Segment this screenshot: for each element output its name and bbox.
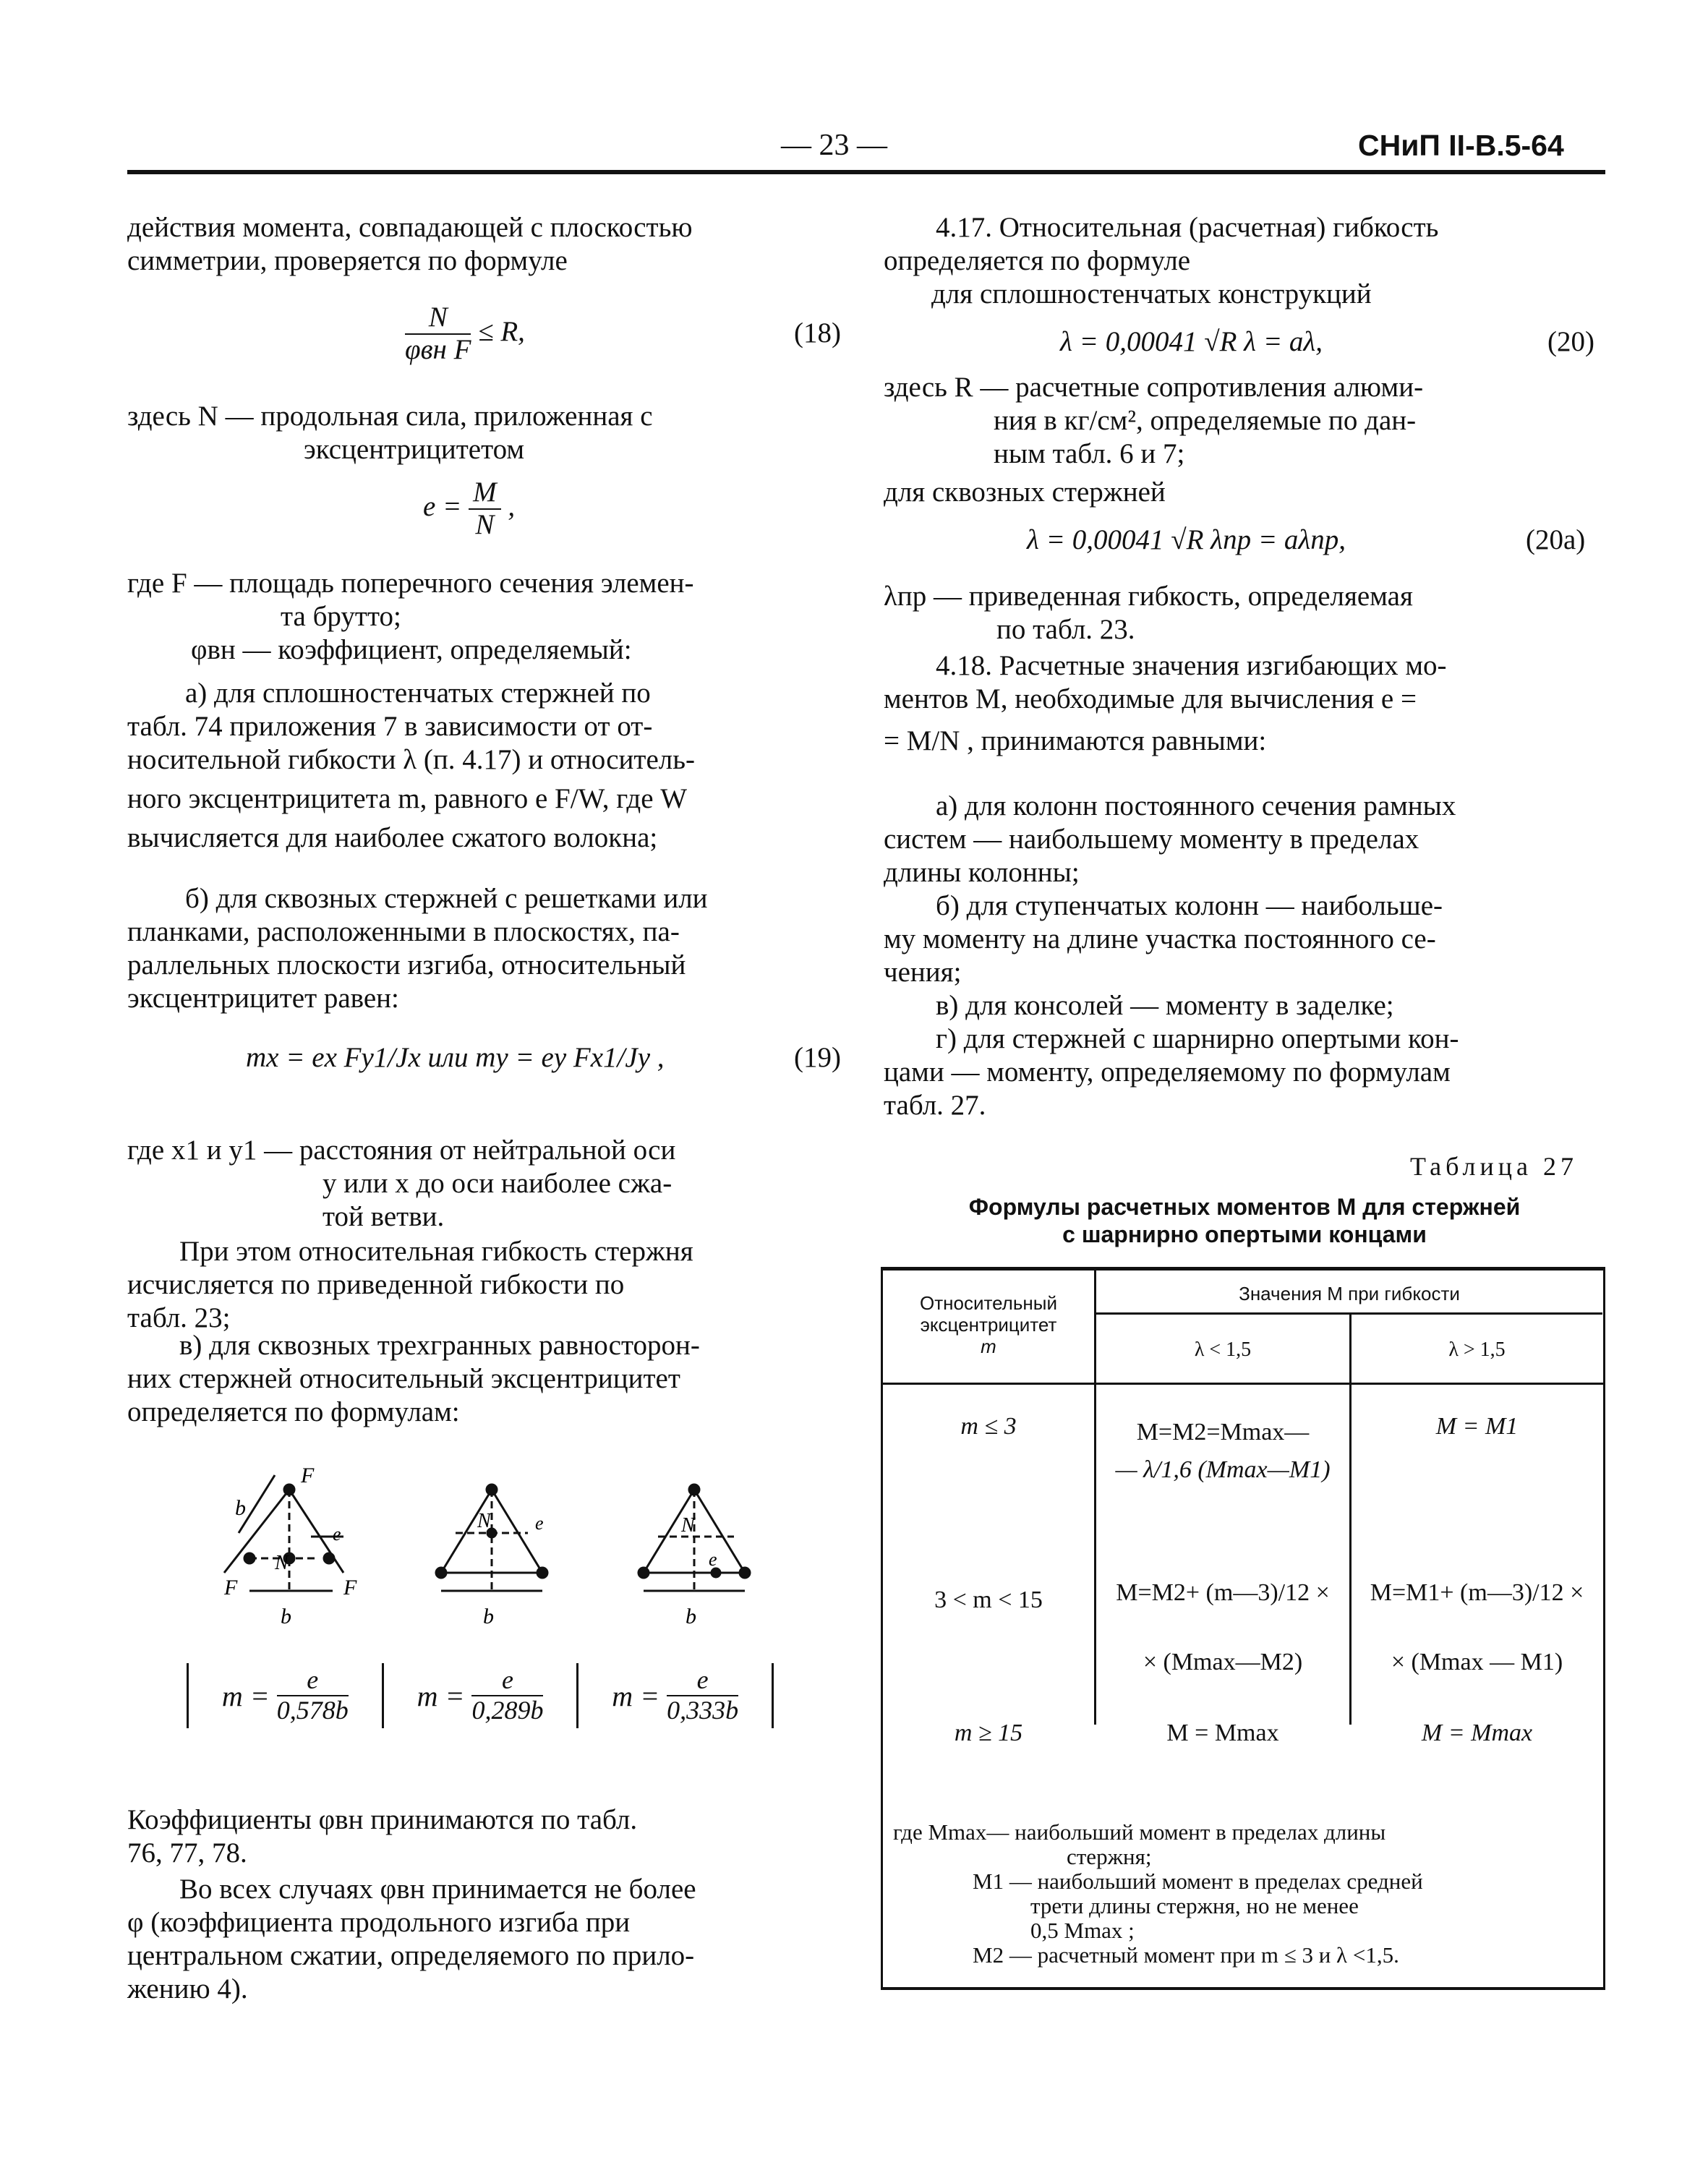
para-a-2: табл. 74 приложения 7 в зависимости от от- <box>127 711 653 742</box>
diagram-3-label-b: b <box>686 1605 696 1628</box>
formula-e <box>423 477 515 541</box>
all-cases-3: центральном сжатии, определяемого по прило- <box>127 1940 695 1971</box>
head-gt: λ > 1,5 <box>1448 1338 1506 1361</box>
p417-3: для сплошностенчатых конструкций <box>931 278 1372 309</box>
skvoz-label: для сквозных стержней <box>884 477 1166 508</box>
m3-lhs: m = <box>612 1679 660 1712</box>
note-4: трети длины стержня, но не менее <box>1030 1893 1359 1918</box>
f18-rhs: ≤ R, <box>478 315 525 347</box>
section-diagrams <box>195 1446 774 1634</box>
all-cases-2: φ (коэффициента продольного изгиба при <box>127 1907 631 1938</box>
lambda-pr <box>884 580 1605 646</box>
where-f-line2: та брутто; <box>281 601 401 632</box>
lambda-pr-2: по табл. 23. <box>996 614 1135 645</box>
row1-lt-1: M=M2=Mmax— <box>1136 1419 1310 1445</box>
row3-lt: M = Mmax <box>1166 1720 1279 1746</box>
diagram-2-label-n: N <box>477 1510 491 1532</box>
page-number: — 23 — <box>781 129 887 162</box>
m3-fraction <box>667 1666 738 1725</box>
row2-m: 3 < m < 15 <box>934 1586 1043 1613</box>
para-v-1: в) для сквозных трехгранных равносторон- <box>179 1330 700 1361</box>
row1-gt: M = M1 <box>1435 1413 1519 1440</box>
item-v: в) для консолей — моменту в заделке; <box>936 990 1394 1021</box>
para-a-3: носительной гибкости λ (п. 4.17) и относитель- <box>127 744 696 775</box>
m1-num: e <box>277 1666 349 1696</box>
row1-lt <box>1096 1414 1349 1489</box>
para-v <box>127 1329 850 1429</box>
m-formula-3 <box>578 1663 774 1728</box>
para-b <box>127 882 850 1015</box>
diagram-1-label-b: b <box>281 1605 291 1628</box>
para-v-2: них стержней относительный эксцентрицитет <box>127 1363 680 1394</box>
diagram-2-label-b: b <box>483 1605 494 1628</box>
item-g-1: г) для стержней с шарнирно опертыми кон- <box>936 1023 1459 1054</box>
m-formula-2 <box>384 1663 579 1728</box>
para-c-3: табл. 23; <box>127 1302 231 1333</box>
para-a-5: вычисляется для наиболее сжатого волокна; <box>127 822 658 853</box>
where-r-3: ным табл. 6 и 7; <box>994 438 1185 469</box>
head-lt: λ < 1,5 <box>1194 1338 1252 1361</box>
p418 <box>884 649 1605 758</box>
item-b-2: му моменту на длине участка постоянного се- <box>884 923 1436 955</box>
m1-den: 0,578b <box>276 1696 349 1725</box>
table-27-label-text: Таблица 27 <box>1410 1152 1578 1181</box>
table-head-col1 <box>883 1292 1094 1357</box>
m1-lhs: m = <box>221 1679 270 1712</box>
doc-code: СНиП II-В.5-64 <box>1358 129 1564 162</box>
p418-2: ментов M, необходимые для вычисления e = <box>884 683 1417 714</box>
row2-lt <box>1096 1573 1349 1683</box>
formula-18 <box>405 302 525 366</box>
all-cases-4: жению 4). <box>127 1973 248 2004</box>
where-x-3: той ветви. <box>323 1201 445 1232</box>
item-a-1: а) для колонн постоянного сечения рамных <box>936 790 1456 821</box>
head-span: Значения M при гибкости <box>1239 1283 1460 1304</box>
where-r <box>884 371 1605 471</box>
diagram-3-label-n: N <box>681 1514 695 1537</box>
where-n-line2: эксцентрицитетом <box>304 434 525 465</box>
table-27-title <box>884 1193 1605 1248</box>
formula-20a: λ = 0,00041 √R λпр = aλпр, <box>1027 524 1346 555</box>
p418-1: 4.18. Расчетные значения изгибающих мо- <box>936 650 1447 681</box>
m3-den: 0,333b <box>667 1696 739 1725</box>
p417-2: определяется по формуле <box>884 245 1191 276</box>
item-g-2: цами — моменту, определяемому по формулам <box>884 1056 1451 1088</box>
p417-1: 4.17. Относительная (расчетная) гибкость <box>936 212 1439 243</box>
where-f <box>127 567 850 667</box>
m2-lhs: m = <box>417 1679 465 1712</box>
para-a <box>127 677 850 855</box>
where-r-1: здесь R — расчетные сопротивления алюми- <box>884 372 1424 403</box>
m3-num: e <box>667 1666 738 1696</box>
head-rule <box>883 1383 1603 1385</box>
where-f-line1: где F — площадь поперечного сечения элемен- <box>127 568 694 599</box>
row2-lt-1: M=M2+ (m—3)/12 × <box>1116 1579 1330 1606</box>
diagram-3 <box>639 1485 750 1591</box>
coefficients-para <box>127 1803 850 1870</box>
note-1: где Mmax— наибольший момент в пределах длины <box>893 1819 1386 1845</box>
formula-19: mx = ex Fy1/Jx или my = ey Fx1/Jy , <box>246 1042 665 1073</box>
diagram-1-label-b2: b <box>235 1496 246 1520</box>
diagram-3-label-e: e <box>709 1549 717 1570</box>
header-rule <box>127 170 1605 174</box>
row3-gt: M = Mmax <box>1421 1720 1533 1746</box>
table-title-2: с шарнирно опертыми концами <box>1062 1221 1427 1247</box>
e-lhs: e = <box>423 490 462 522</box>
row2-gt-2: × (Mmax — M1) <box>1391 1649 1563 1675</box>
para-c-1: При этом относительная гибкость стержня <box>179 1236 693 1267</box>
where-x-2: y или x до оси наиболее сжа- <box>323 1168 672 1199</box>
para-b-1: б) для сквозных стержней с решетками или <box>185 883 708 914</box>
row1-m: m ≤ 3 <box>960 1413 1017 1440</box>
diagram-1-label-e: e <box>333 1524 341 1545</box>
f18-num: N <box>405 302 471 335</box>
m2-fraction <box>471 1666 543 1725</box>
f18-den: φвн F <box>405 333 471 365</box>
m1-fraction <box>277 1666 349 1725</box>
p417 <box>884 211 1605 311</box>
para-a-1: а) для сплошностенчатых стержней по <box>185 678 651 709</box>
all-cases-para <box>127 1873 850 2006</box>
coef-1: Коэффициенты φвн принимаются по табл. <box>127 1804 638 1835</box>
m2-num: e <box>471 1666 543 1696</box>
all-cases-1: Во всех случаях φвн принимается не более <box>179 1874 696 1905</box>
p418-3: = M/N , принимаются равными: <box>884 725 1267 756</box>
e-num: M <box>469 477 501 510</box>
where-x <box>127 1134 850 1234</box>
diagram-1-label-f: F <box>301 1464 315 1487</box>
para-c-2: исчисляется по приведенной гибкости по <box>127 1269 625 1300</box>
item-a-2: систем — наибольшему моменту в пределах <box>884 824 1419 855</box>
note-2: стержня; <box>1067 1844 1152 1869</box>
formula-18-number: (18) <box>794 317 841 349</box>
diagram-2 <box>436 1485 547 1591</box>
para-c <box>127 1235 850 1335</box>
para-v-3: определяется по формулам: <box>127 1396 460 1427</box>
head-col1-l1: Относительный <box>920 1292 1057 1314</box>
para-b-4: эксцентрицитет равен: <box>127 983 399 1014</box>
row2-gt-1: M=M1+ (m—3)/12 × <box>1370 1579 1584 1606</box>
m2-den: 0,289b <box>471 1696 544 1725</box>
formula-18-fraction <box>405 302 471 366</box>
row3-m: m ≥ 15 <box>954 1720 1023 1746</box>
where-n <box>127 400 850 466</box>
where-phi: φвн — коэффициент, определяемый: <box>191 634 632 665</box>
row2-gt <box>1352 1573 1602 1683</box>
note-3: M1 — наибольший момент в пределах средней <box>973 1869 1423 1894</box>
diagram-1-label-n: N <box>275 1552 289 1574</box>
para-a-4: ного эксцентрицитета m, равного e F/W, где W <box>127 783 688 814</box>
table-title-1: Формулы расчетных моментов M для стержней <box>968 1194 1521 1220</box>
m-formulas-row <box>187 1663 774 1728</box>
e-tail: , <box>508 490 516 522</box>
coef-2: 76, 77, 78. <box>127 1837 247 1869</box>
head-col1-l2: эксцентрицитет <box>920 1314 1057 1336</box>
intro-line-2: симметрии, проверяется по формуле <box>127 245 568 276</box>
head-col1-l3: m <box>981 1336 996 1357</box>
item-g-3: табл. 27. <box>884 1090 986 1121</box>
lambda-pr-1: λпр — приведенная гибкость, определяемая <box>884 581 1413 612</box>
table-27 <box>881 1267 1605 1990</box>
intro-line-1: действия момента, совпадающей с плоскостью <box>127 212 693 243</box>
row2-lt-2: × (Mmax—M2) <box>1143 1649 1303 1675</box>
formula-20: λ = 0,00041 √R λ = aλ, <box>1060 326 1323 357</box>
diagram-1-label-f3: F <box>343 1576 357 1600</box>
para-b-3: раллельных плоскости изгиба, относительный <box>127 949 686 981</box>
left-column <box>127 211 850 278</box>
where-n-line1: здесь N — продольная сила, приложенная с <box>127 401 653 432</box>
note-6: M2 — расчетный момент при m ≤ 3 и λ <1,5. <box>973 1942 1399 1968</box>
formula-20-number: (20) <box>1547 326 1594 357</box>
diagram-1-label-f2: F <box>224 1576 238 1600</box>
item-b-3: чения; <box>884 957 962 988</box>
e-den: N <box>475 508 495 540</box>
where-x-1: где x1 и y1 — расстояния от нейтральной оси <box>127 1135 676 1166</box>
note-5: 0,5 Mmax ; <box>1030 1918 1135 1943</box>
item-a-3: длины колонны; <box>884 857 1080 888</box>
e-fraction <box>469 477 501 541</box>
item-b-1: б) для ступенчатых колонн — наибольше- <box>936 890 1443 921</box>
formula-20a-number: (20a) <box>1526 524 1586 555</box>
p418-items <box>884 790 1605 1122</box>
table-notes <box>893 1820 1587 1968</box>
formula-19-number: (19) <box>794 1042 841 1073</box>
where-r-2: ния в кг/см², определяемые по дан- <box>994 405 1417 436</box>
para-b-2: планками, расположенными в плоскостях, па- <box>127 916 680 947</box>
row1-lt-2: — λ/1,6 (Mmax—M1) <box>1115 1456 1331 1483</box>
diagram-2-label-e: e <box>535 1513 544 1534</box>
m-formula-1 <box>187 1663 384 1728</box>
